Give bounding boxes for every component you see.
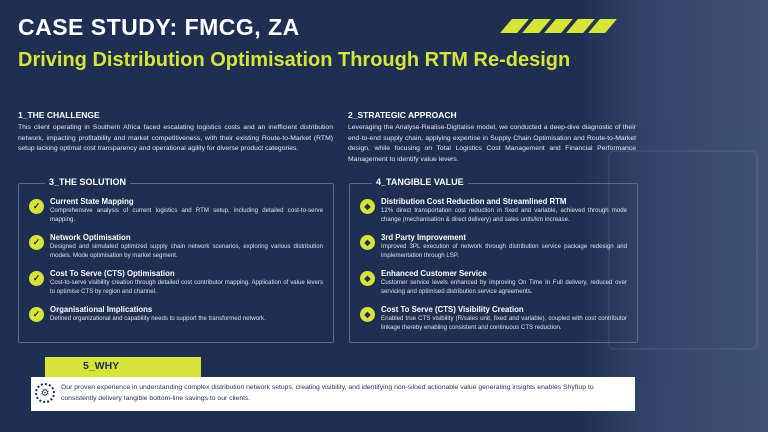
value-item	[360, 232, 627, 260]
page-subtitle: Driving Distribution Optimisation Through RTM Re-design	[18, 49, 571, 71]
diamond-icon: ◆	[360, 199, 375, 214]
value-item-desc: Enabled true CTS visibility (R/sales unit, fixed and variable), coupled with cost contributor linkage thereby enabling consistent and continuous CTS reduction.	[381, 315, 627, 331]
solution-item	[29, 268, 323, 296]
solution-item	[29, 196, 323, 224]
solution-item	[29, 304, 323, 324]
value-item-title: Enhanced Customer Service	[381, 269, 487, 278]
solution-panel	[18, 177, 334, 343]
value-panel	[349, 177, 638, 343]
solution-heading: 3_THE SOLUTION	[45, 177, 130, 187]
solution-item-desc: Defined organizational and capability needs to support the transformed network.	[50, 315, 266, 322]
page-title: CASE STUDY: FMCG, ZA	[18, 14, 300, 40]
solution-item-desc: Designed and simulated optimized supply chain network scenarios, exploring various distribution models. Mode optimisation by market segment.	[50, 243, 323, 259]
solution-item-desc: Comprehensive analysis of current logistics and RTM setup, including detailed cost-to-serve mapping.	[50, 207, 323, 223]
why-heading: 5_WHY	[45, 357, 201, 377]
solution-item-title: Current State Mapping	[50, 197, 134, 206]
challenge-text: This client operating in Southern Africa faced escalating logistics costs and an inefficient distribution network, impacting profitability and market competitiveness, with their existing Route-to-Market (RTM) setup lacking optimal cost transparency and operational agility for diverse product categories.	[18, 124, 333, 152]
gear-network-icon: ⚙	[35, 383, 55, 403]
solution-item-title: Cost To Serve (CTS) Optimisation	[50, 269, 175, 278]
checkmark-icon: ✓	[29, 271, 44, 286]
value-item	[360, 304, 627, 332]
diamond-icon: ◆	[360, 235, 375, 250]
value-item-desc: Customer service levels enhanced by improving On Time In Full delivery, reduced over servicing and optimised distribution service agreements.	[381, 279, 627, 295]
diamond-icon: ◆	[360, 307, 375, 322]
value-item-desc: Improved 3PL execution of network through distribution service package redesign and implementation through LSP.	[381, 243, 627, 259]
value-heading: 4_TANGIBLE VALUE	[372, 177, 468, 187]
value-item-desc: 12% direct transportation cost reduction in fixed and variable, achieved through mode change (mechanisation & direct delivery) and sales units/km increase.	[381, 207, 627, 223]
decorative-stripes	[506, 19, 626, 33]
value-item-title: 3rd Party Improvement	[381, 233, 466, 242]
value-item	[360, 196, 627, 224]
why-text: Our proven experience in understanding complex distribution network setups, creating visibility, and identifying non-siloed actionable value generating insights enables Shyftup to consistently delivery tangible bottom-line savings to our clients.	[61, 384, 594, 402]
diamond-icon: ◆	[360, 271, 375, 286]
checkmark-icon: ✓	[29, 235, 44, 250]
solution-item-title: Network Optimisation	[50, 233, 131, 242]
why-box	[31, 377, 635, 411]
approach-heading: 2_STRATEGIC APPROACH	[348, 110, 457, 120]
solution-item	[29, 232, 323, 260]
solution-item-title: Organisational Implications	[50, 305, 153, 314]
value-item-title: Distribution Cost Reduction and Streamlined RTM	[381, 197, 567, 206]
value-item-title: Cost To Serve (CTS) Visibility Creation	[381, 305, 524, 314]
value-item	[360, 268, 627, 296]
solution-item-desc: Cost-to-serve visibility creation through detailed cost contributor mapping. Application of value levers to optimise CTS by region and channel.	[50, 279, 323, 295]
challenge-heading: 1_THE CHALLENGE	[18, 110, 100, 120]
approach-text: Leveraging the Analyse-Realise-Digitalise model, we conducted a deep-dive diagnostic of their end-to-end supply chain, applying expertise in Supply Chain Optimisation and Route-to-Market design, while focusing on Total Logistics Cost Management and Financial Performance Management to identify value levers.	[348, 124, 636, 163]
checkmark-icon: ✓	[29, 199, 44, 214]
checkmark-icon: ✓	[29, 307, 44, 322]
